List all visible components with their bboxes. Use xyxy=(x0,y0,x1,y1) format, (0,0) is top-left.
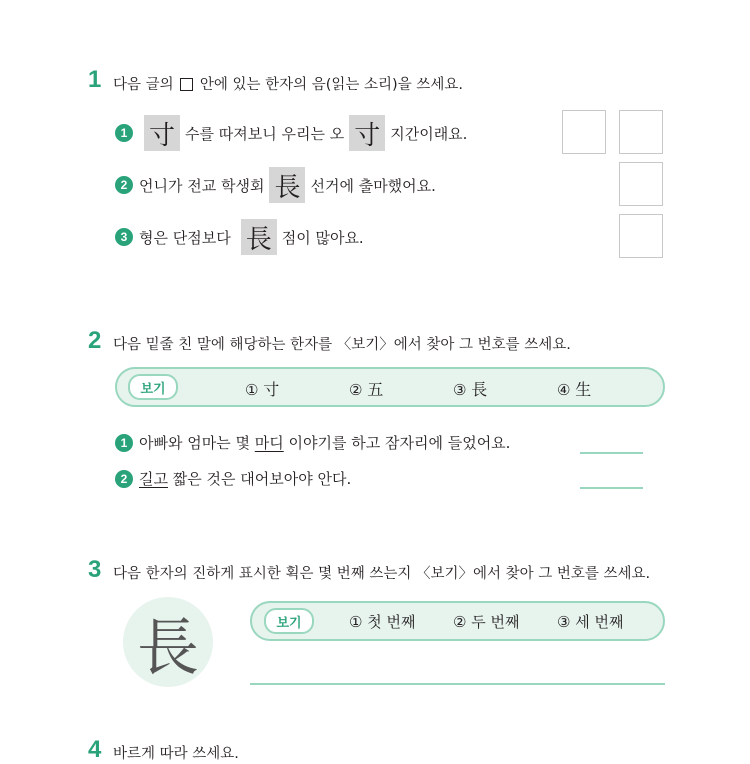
option-1 xyxy=(245,377,279,400)
item-text-post: 이야기를 하고 잠자리에 들었어요. xyxy=(283,434,511,452)
hanja-box: 長 xyxy=(241,219,277,255)
hanja-box: 長 xyxy=(269,167,305,203)
option-hanja: 五 xyxy=(367,380,384,399)
item-text: 선거에 출마했어요. xyxy=(310,176,436,195)
option-2: ② 두 번째 xyxy=(453,613,520,631)
instruction-post: 안에 있는 한자의 음(읽는 소리)을 쓰세요. xyxy=(199,77,463,93)
q2-item-1 xyxy=(115,432,510,453)
question-3-instruction: 다음 한자의 진하게 표시한 획은 몇 번째 쓰는지 〈보기〉에서 찾아 그 번호를 쓰세요. xyxy=(113,566,651,582)
option-4 xyxy=(557,377,591,400)
hanja-box: 寸 xyxy=(349,115,385,151)
question-1-instruction xyxy=(113,73,463,94)
q1-item-2 xyxy=(115,167,436,203)
option-number: ④ xyxy=(557,381,571,399)
question-4-instruction: 바르게 따라 쓰세요. xyxy=(113,746,239,762)
option-hanja: 寸 xyxy=(263,380,280,399)
option-hanja: 長 xyxy=(471,380,488,399)
item-number-badge: 3 xyxy=(115,228,133,246)
answer-line-2[interactable] xyxy=(580,487,643,489)
answer-box-1a[interactable] xyxy=(562,110,606,154)
question-2-instruction: 다음 밑줄 친 말에 해당하는 한자를 〈보기〉에서 찾아 그 번호를 쓰세요. xyxy=(113,337,571,353)
item-text-pre: 아빠와 엄마는 몇 xyxy=(139,434,255,452)
item-text: 언니가 전교 학생회 xyxy=(139,176,265,195)
bogi-label: 보기 xyxy=(128,374,178,400)
option-number: ③ xyxy=(453,381,467,399)
q1-item-3 xyxy=(115,219,364,255)
answer-box-2[interactable] xyxy=(619,162,663,206)
item-number-badge: 2 xyxy=(115,470,133,488)
option-number: ② xyxy=(349,381,363,399)
option-3 xyxy=(453,377,487,400)
option-number: ① xyxy=(245,381,259,399)
option-2 xyxy=(349,377,383,400)
question-4-number: 4 xyxy=(88,736,102,763)
empty-box-icon xyxy=(180,78,193,91)
answer-line-1[interactable] xyxy=(580,452,643,454)
underlined-word: 길고 xyxy=(139,470,168,488)
item-number-badge: 2 xyxy=(115,176,133,194)
bogi-label: 보기 xyxy=(264,608,314,634)
instruction-pre: 다음 글의 xyxy=(113,77,174,93)
answer-box-1b[interactable] xyxy=(619,110,663,154)
option-3: ③ 세 번째 xyxy=(557,613,624,631)
answer-box-3[interactable] xyxy=(619,214,663,258)
option-1: ① 첫 번째 xyxy=(349,613,416,631)
underlined-word: 마디 xyxy=(254,434,284,452)
question-1-number: 1 xyxy=(88,66,102,93)
question-2-number: 2 xyxy=(88,327,102,354)
item-text: 형은 단점보다 xyxy=(139,228,231,247)
item-text: 수를 따져보니 우리는 오 xyxy=(185,124,345,143)
q2-item-2 xyxy=(115,468,351,489)
item-number-badge: 1 xyxy=(115,434,133,452)
answer-line-q3[interactable] xyxy=(250,683,665,685)
hanja-box: 寸 xyxy=(144,115,180,151)
q1-item-1 xyxy=(115,115,467,151)
option-hanja: 生 xyxy=(575,380,592,399)
question-3-number: 3 xyxy=(88,556,102,583)
item-number-badge: 1 xyxy=(115,124,133,142)
item-text: 점이 많아요. xyxy=(281,228,364,247)
hanja-circle: 長 xyxy=(123,597,213,687)
item-text: 지간이래요. xyxy=(390,124,468,143)
item-text-post: 짧은 것은 대어보아야 안다. xyxy=(167,470,352,488)
